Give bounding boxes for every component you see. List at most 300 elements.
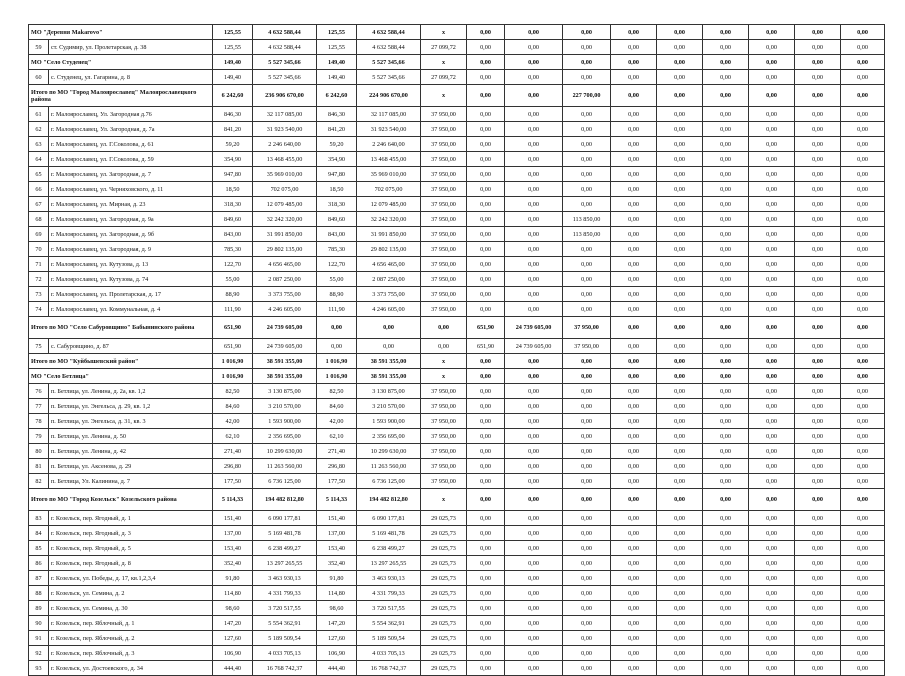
value-cell: 0,00 [611, 107, 657, 122]
value-cell: 194 482 812,80 [253, 489, 317, 511]
value-cell: 227 700,00 [563, 85, 611, 107]
value-cell: 0,00 [657, 354, 703, 369]
value-cell: 849,60 [317, 212, 357, 227]
value-cell: 0,00 [611, 317, 657, 339]
value-cell: 4 331 799,33 [253, 586, 317, 601]
value-cell: 2 356 695,00 [253, 429, 317, 444]
value-cell: 4 656 465,00 [357, 257, 421, 272]
value-cell: 0,00 [467, 429, 505, 444]
value-cell: 0,00 [505, 616, 563, 631]
value-cell: 0,00 [749, 55, 795, 70]
value-cell: 0,00 [657, 556, 703, 571]
value-cell: 0,00 [563, 601, 611, 616]
value-cell: 37 950,00 [421, 459, 467, 474]
value-cell: 0,00 [505, 212, 563, 227]
value-cell: 0,00 [611, 40, 657, 55]
value-cell: 0,00 [563, 167, 611, 182]
value-cell: 0,00 [505, 474, 563, 489]
value-cell: 0,00 [749, 167, 795, 182]
value-cell: 0,00 [467, 571, 505, 586]
value-cell: 0,00 [505, 122, 563, 137]
value-cell: 0,00 [611, 526, 657, 541]
value-cell: 0,00 [563, 459, 611, 474]
value-cell: 13 297 265,55 [253, 556, 317, 571]
table-row [29, 399, 885, 414]
value-cell: 0,00 [703, 489, 749, 511]
row-number-cell: 93 [29, 661, 49, 676]
value-cell: 3 210 570,00 [253, 399, 317, 414]
value-cell: 0,00 [657, 571, 703, 586]
value-cell: 125,55 [213, 40, 253, 55]
value-cell: 149,40 [213, 70, 253, 85]
value-cell: 651,90 [467, 317, 505, 339]
value-cell: 318,30 [213, 197, 253, 212]
table-row [29, 429, 885, 444]
row-number-cell: 69 [29, 227, 49, 242]
table-row [29, 541, 885, 556]
value-cell: 0,00 [611, 70, 657, 85]
value-cell: 0,00 [703, 167, 749, 182]
value-cell: 0,00 [467, 526, 505, 541]
value-cell: 0,00 [841, 354, 885, 369]
value-cell: 0,00 [841, 444, 885, 459]
value-cell: 114,80 [213, 586, 253, 601]
value-cell: 0,00 [467, 25, 505, 40]
value-cell: 0,00 [795, 40, 841, 55]
value-cell: 10 299 630,00 [253, 444, 317, 459]
value-cell: 0,00 [703, 55, 749, 70]
value-cell: 0,00 [703, 137, 749, 152]
value-cell: 5 527 345,66 [253, 55, 317, 70]
value-cell: 24 739 605,00 [505, 317, 563, 339]
value-cell: 843,00 [317, 227, 357, 242]
value-cell: 0,00 [657, 85, 703, 107]
value-cell: 37 950,00 [421, 137, 467, 152]
value-cell: 0,00 [749, 369, 795, 384]
value-cell: 82,50 [317, 384, 357, 399]
value-cell: 0,00 [841, 339, 885, 354]
value-cell: 0,00 [703, 474, 749, 489]
address-cell: п. Бетлица, ул. Энгельса, д. 29, кв. 1,2 [49, 399, 213, 414]
row-number-cell: 66 [29, 182, 49, 197]
value-cell: 0,00 [703, 152, 749, 167]
value-cell: 0,00 [749, 511, 795, 526]
value-cell: 0,00 [611, 616, 657, 631]
value-cell: 137,00 [317, 526, 357, 541]
value-cell: 0,00 [611, 242, 657, 257]
table-row [29, 414, 885, 429]
value-cell: 846,30 [213, 107, 253, 122]
value-cell: 42,00 [317, 414, 357, 429]
value-cell: 0,00 [657, 242, 703, 257]
value-cell: 31 991 850,00 [253, 227, 317, 242]
value-cell: 0,00 [795, 384, 841, 399]
value-cell: 0,00 [611, 302, 657, 317]
value-cell: 0,00 [703, 631, 749, 646]
summary-row [29, 25, 885, 40]
value-cell: 702 075,00 [357, 182, 421, 197]
table-row [29, 646, 885, 661]
address-cell: г. Козельск, ул. Семина, д. 30 [49, 601, 213, 616]
value-cell: 37 950,00 [421, 152, 467, 167]
value-cell: 29 025,73 [421, 616, 467, 631]
value-cell: 1 593 900,00 [253, 414, 317, 429]
value-cell: 0,00 [703, 601, 749, 616]
value-cell: 149,40 [317, 55, 357, 70]
row-number-cell: 67 [29, 197, 49, 212]
table-row [29, 212, 885, 227]
value-cell: 0,00 [749, 631, 795, 646]
value-cell: 0,00 [749, 354, 795, 369]
value-cell: 0,00 [841, 526, 885, 541]
value-cell: 0,00 [563, 302, 611, 317]
value-cell: 0,00 [749, 197, 795, 212]
row-number-cell: 65 [29, 167, 49, 182]
value-cell: 177,50 [213, 474, 253, 489]
value-cell: 2 246 640,00 [357, 137, 421, 152]
value-cell: 318,30 [317, 197, 357, 212]
value-cell: 37 950,00 [421, 122, 467, 137]
value-cell: 4 331 799,33 [357, 586, 421, 601]
value-cell: 37 950,00 [421, 287, 467, 302]
value-cell: 37 950,00 [421, 429, 467, 444]
value-cell: 0,00 [467, 167, 505, 182]
value-cell: 0,00 [563, 444, 611, 459]
value-cell: 24 739 605,00 [253, 339, 317, 354]
value-cell: 0,00 [657, 257, 703, 272]
value-cell: 0,00 [467, 541, 505, 556]
value-cell: 0,00 [563, 661, 611, 676]
address-cell: г. Козельск, пер. Яблочный, д. 1 [49, 616, 213, 631]
value-cell: 0,00 [795, 661, 841, 676]
value-cell: 0,00 [563, 526, 611, 541]
value-cell: 37 950,00 [421, 197, 467, 212]
value-cell: 0,00 [841, 317, 885, 339]
value-cell: 0,00 [505, 511, 563, 526]
value-cell: 0,00 [795, 167, 841, 182]
value-cell: 37 950,00 [421, 212, 467, 227]
value-cell: 0,00 [749, 317, 795, 339]
value-cell: 0,00 [749, 474, 795, 489]
value-cell: 0,00 [467, 399, 505, 414]
value-cell: 0,00 [703, 586, 749, 601]
value-cell: 27 099,72 [421, 70, 467, 85]
value-cell: 0,00 [505, 25, 563, 40]
value-cell: 0,00 [749, 70, 795, 85]
row-number-cell: 70 [29, 242, 49, 257]
table-row [29, 197, 885, 212]
value-cell: 84,60 [213, 399, 253, 414]
value-cell: 0,00 [467, 152, 505, 167]
value-cell: 0,00 [611, 661, 657, 676]
value-cell: 0,00 [505, 40, 563, 55]
value-cell: 0,00 [841, 399, 885, 414]
value-cell: 0,00 [505, 167, 563, 182]
value-cell: 651,90 [213, 317, 253, 339]
summary-row [29, 317, 885, 339]
value-cell: 37 950,00 [421, 182, 467, 197]
row-number-cell: 83 [29, 511, 49, 526]
value-cell: 0,00 [657, 317, 703, 339]
value-cell: 0,00 [703, 317, 749, 339]
value-cell: 224 906 670,00 [357, 85, 421, 107]
value-cell: 4 632 588,44 [357, 40, 421, 55]
value-cell: 0,00 [611, 287, 657, 302]
value-cell: 0,00 [611, 556, 657, 571]
value-cell: 0,00 [563, 197, 611, 212]
address-cell: г. Козельск, пер. Ягодный, д. 5 [49, 541, 213, 556]
value-cell: 0,00 [703, 272, 749, 287]
value-cell: 0,00 [795, 474, 841, 489]
value-cell: 444,40 [317, 661, 357, 676]
value-cell: 5 527 345,66 [357, 70, 421, 85]
value-cell: 0,00 [657, 541, 703, 556]
value-cell: 0,00 [467, 227, 505, 242]
value-cell: 6 090 177,81 [253, 511, 317, 526]
value-cell: 0,00 [611, 167, 657, 182]
value-cell: 0,00 [703, 227, 749, 242]
address-cell: г. Малоярославец, ул. Загородная, д. 9б [49, 227, 213, 242]
value-cell: 0,00 [749, 272, 795, 287]
value-cell: 444,40 [213, 661, 253, 676]
value-cell: 32 117 085,00 [253, 107, 317, 122]
address-cell: г. Малоярославец, ул. Мирная, д. 23 [49, 197, 213, 212]
row-number-cell: 72 [29, 272, 49, 287]
value-cell: 0,00 [841, 182, 885, 197]
address-cell: г. Козельск, пер. Ягодный, д. 1 [49, 511, 213, 526]
value-cell: 0,00 [841, 631, 885, 646]
table-row [29, 459, 885, 474]
value-cell: 0,00 [563, 369, 611, 384]
value-cell: 6 090 177,81 [357, 511, 421, 526]
value-cell: 0,00 [611, 25, 657, 40]
value-cell: 0,00 [703, 122, 749, 137]
value-cell: 0,00 [703, 459, 749, 474]
table-row [29, 122, 885, 137]
value-cell: 0,00 [841, 227, 885, 242]
value-cell: 0,00 [795, 339, 841, 354]
value-cell: 0,00 [505, 646, 563, 661]
value-cell: 37 950,00 [421, 414, 467, 429]
value-cell: 0,00 [749, 242, 795, 257]
value-cell: 0,00 [749, 40, 795, 55]
value-cell: 354,90 [317, 152, 357, 167]
address-cell: г. Малоярославец, ул. Пролетарская, д. 17 [49, 287, 213, 302]
table-row [29, 302, 885, 317]
table-row [29, 526, 885, 541]
value-cell: 0,00 [841, 429, 885, 444]
value-cell: 0,00 [657, 384, 703, 399]
address-cell: г. Малоярославец, ул. Г.Соколова, д. 61 [49, 137, 213, 152]
value-cell: x [421, 25, 467, 40]
value-cell: 0,00 [841, 489, 885, 511]
value-cell: 0,00 [749, 25, 795, 40]
value-cell: 0,00 [841, 474, 885, 489]
value-cell: 0,00 [841, 272, 885, 287]
value-cell: 0,00 [467, 55, 505, 70]
value-cell: 296,80 [317, 459, 357, 474]
value-cell: 0,00 [611, 197, 657, 212]
value-cell: 0,00 [505, 287, 563, 302]
value-cell: 10 299 630,00 [357, 444, 421, 459]
value-cell: 151,40 [213, 511, 253, 526]
row-number-cell: 81 [29, 459, 49, 474]
value-cell: 0,00 [657, 586, 703, 601]
value-cell: 31 991 850,00 [357, 227, 421, 242]
value-cell: 0,00 [749, 601, 795, 616]
value-cell: 0,00 [703, 429, 749, 444]
value-cell: 153,40 [317, 541, 357, 556]
row-number-cell: 74 [29, 302, 49, 317]
value-cell: 0,00 [467, 369, 505, 384]
value-cell: 29 802 135,00 [357, 242, 421, 257]
value-cell: 98,60 [213, 601, 253, 616]
value-cell: 6 736 125,00 [357, 474, 421, 489]
value-cell: 0,00 [563, 257, 611, 272]
value-cell: 849,60 [213, 212, 253, 227]
value-cell: 0,00 [841, 107, 885, 122]
value-cell: 24 739 605,00 [505, 339, 563, 354]
value-cell: 37 950,00 [421, 302, 467, 317]
value-cell: 0,00 [703, 107, 749, 122]
value-cell: 37 950,00 [421, 257, 467, 272]
value-cell: 149,40 [213, 55, 253, 70]
value-cell: 0,00 [749, 384, 795, 399]
value-cell: 106,90 [317, 646, 357, 661]
address-cell: п. Бетлица, ул. Ленина, д. 2а, кв. 1,2 [49, 384, 213, 399]
value-cell: 0,00 [611, 444, 657, 459]
row-number-cell: 71 [29, 257, 49, 272]
value-cell: 29 025,73 [421, 646, 467, 661]
value-cell: 0,00 [703, 25, 749, 40]
value-cell: 651,90 [467, 339, 505, 354]
value-cell: 62,10 [317, 429, 357, 444]
value-cell: 0,00 [467, 70, 505, 85]
value-cell: 0,00 [795, 302, 841, 317]
value-cell: 5 554 362,91 [357, 616, 421, 631]
value-cell: 0,00 [841, 459, 885, 474]
table-row [29, 631, 885, 646]
value-cell: 0,00 [505, 369, 563, 384]
value-cell: 0,00 [505, 302, 563, 317]
address-cell: г. Козельск, пер. Яблочный, д. 2 [49, 631, 213, 646]
value-cell: 0,00 [611, 511, 657, 526]
value-cell: 16 768 742,37 [253, 661, 317, 676]
table-row [29, 242, 885, 257]
value-cell: 29 025,73 [421, 661, 467, 676]
value-cell: 38 591 355,00 [357, 354, 421, 369]
value-cell: 37 950,00 [421, 444, 467, 459]
value-cell: 0,00 [505, 399, 563, 414]
row-number-cell: 73 [29, 287, 49, 302]
value-cell: 0,00 [795, 182, 841, 197]
value-cell: 0,00 [611, 152, 657, 167]
value-cell: 0,00 [795, 631, 841, 646]
address-cell: с. Студенец, ул. Гагарина, д. 8 [49, 70, 213, 85]
value-cell: 0,00 [467, 661, 505, 676]
value-cell: 91,80 [317, 571, 357, 586]
value-cell: 37 950,00 [421, 107, 467, 122]
value-cell: 0,00 [703, 70, 749, 85]
value-cell: 0,00 [505, 182, 563, 197]
value-cell: 0,00 [749, 107, 795, 122]
value-cell: 1 016,90 [317, 354, 357, 369]
value-cell: 0,00 [563, 354, 611, 369]
value-cell: 6 242,60 [213, 85, 253, 107]
summary-row [29, 354, 885, 369]
value-cell: 0,00 [841, 212, 885, 227]
value-cell: 0,00 [505, 197, 563, 212]
value-cell: 32 242 320,00 [357, 212, 421, 227]
value-cell: 0,00 [563, 287, 611, 302]
value-cell: 0,00 [749, 152, 795, 167]
value-cell: 0,00 [795, 586, 841, 601]
value-cell: 0,00 [749, 429, 795, 444]
value-cell: 0,00 [841, 197, 885, 212]
value-cell: 38 591 355,00 [253, 354, 317, 369]
value-cell: 0,00 [467, 122, 505, 137]
value-cell: 3 720 517,55 [253, 601, 317, 616]
value-cell: 0,00 [703, 287, 749, 302]
value-cell: 5 554 362,91 [253, 616, 317, 631]
value-cell: 651,90 [213, 339, 253, 354]
address-cell: п. Бетлица, ул. Аксенова, д. 29 [49, 459, 213, 474]
value-cell: 0,00 [749, 227, 795, 242]
value-cell: 16 768 742,37 [357, 661, 421, 676]
row-number-cell: 85 [29, 541, 49, 556]
value-cell: 0,00 [795, 242, 841, 257]
value-cell: 37 950,00 [563, 317, 611, 339]
value-cell: 0,00 [611, 272, 657, 287]
table-row [29, 339, 885, 354]
value-cell: x [421, 369, 467, 384]
value-cell: 98,60 [317, 601, 357, 616]
value-cell: 37 950,00 [421, 474, 467, 489]
value-cell: 153,40 [213, 541, 253, 556]
value-cell: 0,00 [563, 631, 611, 646]
value-cell: 0,00 [841, 661, 885, 676]
address-cell: г. Козельск, пер. Ягодный, д. 3 [49, 526, 213, 541]
value-cell: 0,00 [657, 122, 703, 137]
table-row [29, 272, 885, 287]
address-cell: Итого по МО "Город Козельск" Козельского района [29, 489, 213, 511]
value-cell: 29 025,73 [421, 586, 467, 601]
row-number-cell: 75 [29, 339, 49, 354]
address-cell: Итого по МО "Город Малоярославец" Малоярославецкого района [29, 85, 213, 107]
value-cell: 0,00 [611, 489, 657, 511]
value-cell: 0,00 [703, 399, 749, 414]
value-cell: 0,00 [841, 70, 885, 85]
value-cell: 271,40 [213, 444, 253, 459]
value-cell: 0,00 [657, 40, 703, 55]
value-cell: 0,00 [657, 227, 703, 242]
value-cell: 151,40 [317, 511, 357, 526]
row-number-cell: 62 [29, 122, 49, 137]
value-cell: 0,00 [749, 541, 795, 556]
address-cell: п. Бетлица, ул. Энгельса, д. 31, кв. 3 [49, 414, 213, 429]
value-cell: 0,00 [703, 212, 749, 227]
value-cell: 0,00 [467, 459, 505, 474]
table-row [29, 107, 885, 122]
value-cell: 0,00 [841, 152, 885, 167]
value-cell: 6 242,60 [317, 85, 357, 107]
value-cell: 0,00 [795, 571, 841, 586]
value-cell: 0,00 [611, 137, 657, 152]
value-cell: 0,00 [749, 444, 795, 459]
value-cell: 91,80 [213, 571, 253, 586]
value-cell: 0,00 [703, 182, 749, 197]
value-cell: 177,50 [317, 474, 357, 489]
